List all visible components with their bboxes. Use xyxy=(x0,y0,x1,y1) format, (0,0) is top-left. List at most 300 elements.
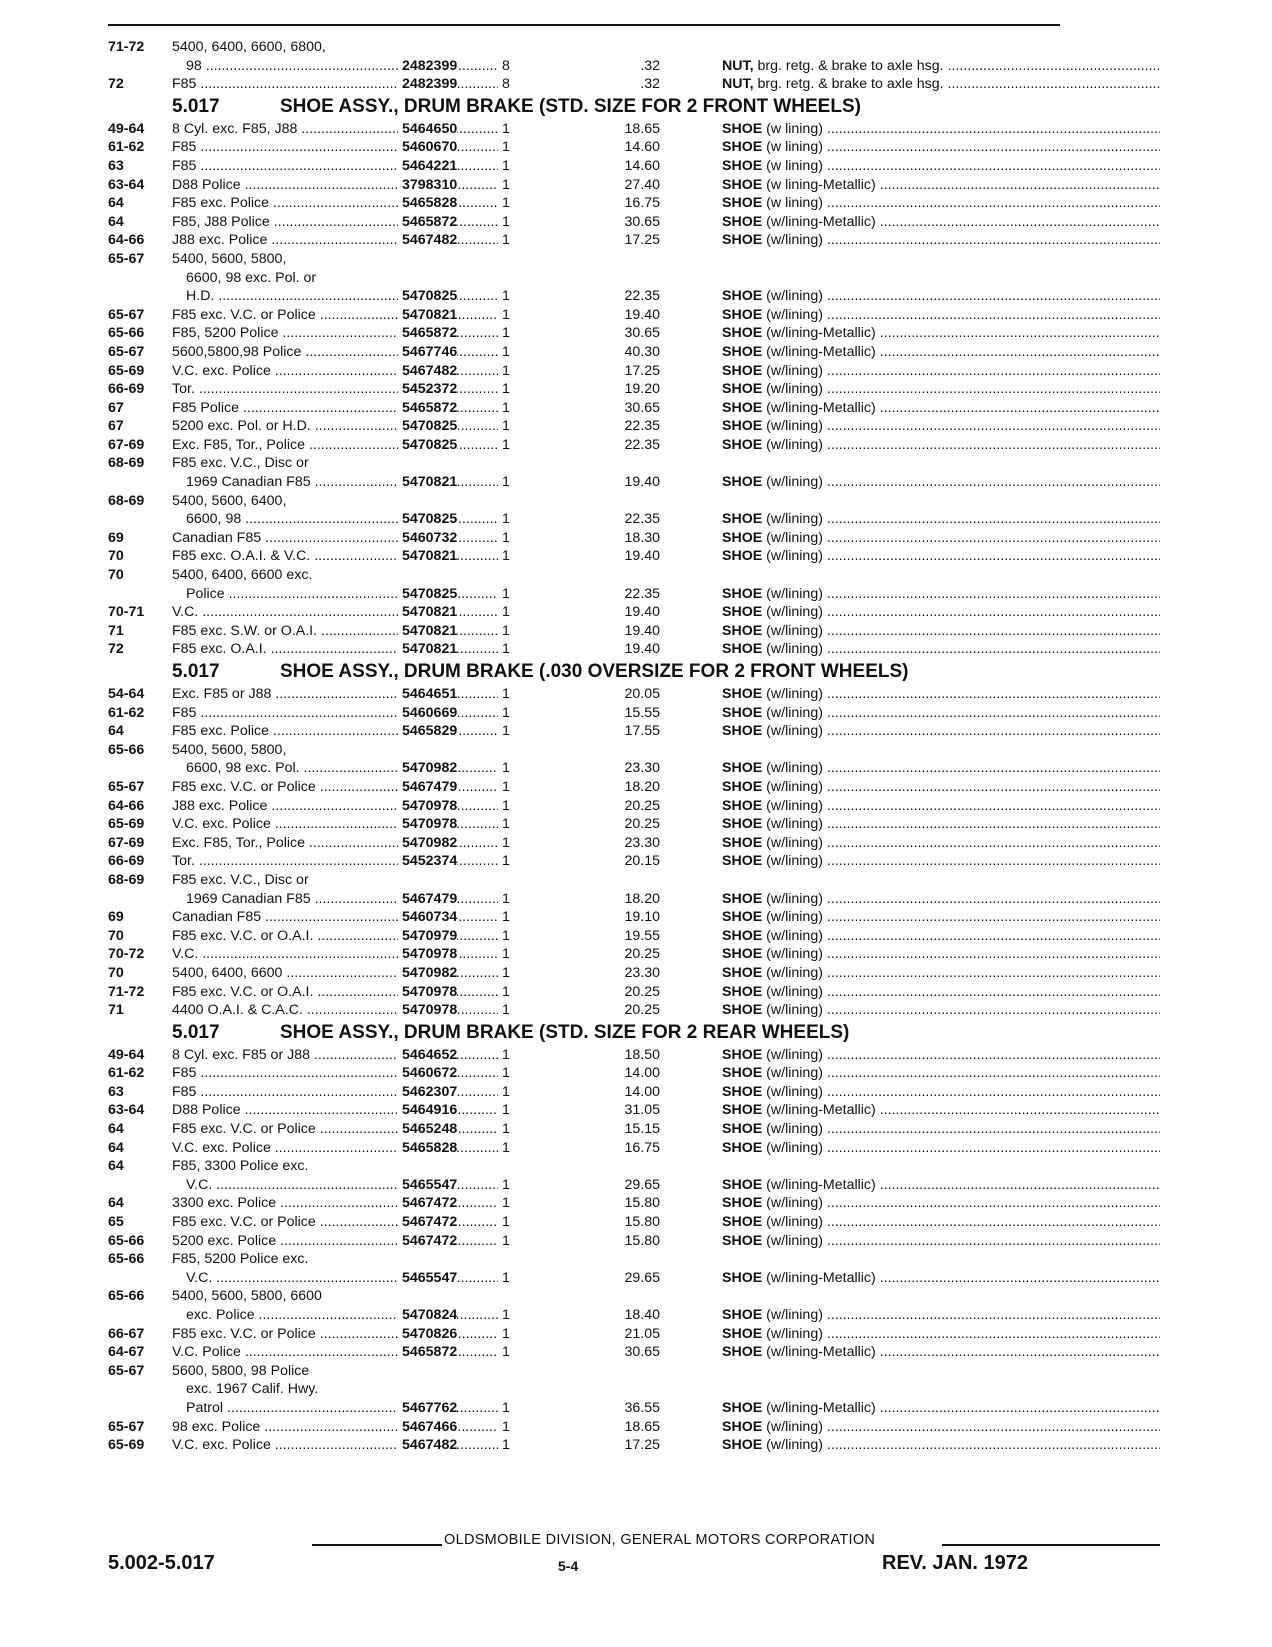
application: 6600, 98 exc. Pol. ..... xyxy=(186,759,498,778)
description-detail: (w/lining) ..... xyxy=(766,511,1160,527)
quantity: 1 xyxy=(502,529,510,546)
quantity: 1 xyxy=(502,1046,510,1063)
model-years: 64 xyxy=(108,213,124,230)
application: V.C. ..... xyxy=(186,1176,498,1195)
quantity: 1 xyxy=(502,548,510,565)
section-number: 5.017 xyxy=(172,1021,220,1043)
application: Canadian F85 ..... xyxy=(172,529,498,548)
price: 19.55 xyxy=(624,927,660,944)
quantity: 1 xyxy=(502,195,510,212)
part-number: 5467472 xyxy=(398,1213,457,1232)
description-name: SHOE xyxy=(722,890,763,907)
quantity: 1 xyxy=(502,1065,510,1082)
quantity: 1 xyxy=(502,176,510,193)
description-detail: (w/lining) ..... xyxy=(766,474,1160,490)
parts-row xyxy=(108,120,1060,139)
application: V.C. ..... xyxy=(186,1269,498,1288)
price: 27.40 xyxy=(624,176,660,193)
price: 22.35 xyxy=(624,436,660,453)
description-name: SHOE xyxy=(722,641,763,658)
description xyxy=(722,306,1160,325)
model-years: 71 xyxy=(108,1002,124,1019)
description xyxy=(722,778,1160,797)
model-years: 61-62 xyxy=(108,1065,145,1082)
quantity: 1 xyxy=(502,890,510,907)
parts-row xyxy=(108,1436,1060,1455)
footer-section-range: 5.002-5.017 xyxy=(108,1552,215,1574)
description-name: NUT, xyxy=(722,57,754,74)
price: 19.20 xyxy=(624,381,660,398)
model-years: 65-67 xyxy=(108,1362,145,1379)
part-number: 5470821 xyxy=(398,473,457,492)
part-number: 5470821 xyxy=(398,547,457,566)
price: 16.75 xyxy=(624,1139,660,1156)
quantity: 1 xyxy=(502,157,510,174)
description xyxy=(722,1139,1160,1158)
application: exc. Police ..... xyxy=(186,1306,498,1325)
application: 3300 exc. Police ..... xyxy=(172,1194,498,1213)
application: J88 exc. Police ..... xyxy=(172,231,498,250)
quantity: 1 xyxy=(502,641,510,658)
quantity: 1 xyxy=(502,436,510,453)
description-name: SHOE xyxy=(722,548,763,565)
model-years: 67-69 xyxy=(108,834,145,851)
parts-row xyxy=(108,722,1060,741)
description xyxy=(722,176,1160,195)
description-detail: (w/lining) ..... xyxy=(766,232,1160,248)
parts-row xyxy=(108,57,1060,76)
application: F85 exc. V.C. or O.A.I. ..... xyxy=(172,927,498,946)
description-detail: (w/lining) ..... xyxy=(766,1437,1160,1453)
description-name: SHOE xyxy=(722,381,763,398)
application: F85 exc. Police ..... xyxy=(172,194,498,213)
description-name: SHOE xyxy=(722,1269,763,1286)
description-name: SHOE xyxy=(722,927,763,944)
parts-row xyxy=(108,138,1060,157)
footer-rule-right xyxy=(942,1544,1160,1546)
application: 98 exc. Police ..... xyxy=(172,1418,498,1437)
description xyxy=(722,57,1160,76)
description-name: SHOE xyxy=(722,585,763,602)
quantity: 1 xyxy=(502,418,510,435)
price: 18.20 xyxy=(624,778,660,795)
application: V.C. Police ..... xyxy=(172,1343,498,1362)
application: exc. 1967 Calif. Hwy. xyxy=(186,1381,319,1398)
description-detail: (w/lining-Metallic) ..... xyxy=(766,344,1160,360)
parts-row xyxy=(108,797,1060,816)
quantity: 1 xyxy=(502,760,510,777)
parts-row xyxy=(108,815,1060,834)
part-number: 5460734 xyxy=(398,908,457,927)
part-number: 5460732 xyxy=(398,529,457,548)
description-name: SHOE xyxy=(722,1176,763,1193)
parts-row xyxy=(108,1046,1060,1065)
price: 22.35 xyxy=(624,511,660,528)
parts-row xyxy=(108,380,1060,399)
description-name: SHOE xyxy=(722,325,763,342)
part-number: 5470825 xyxy=(398,417,457,436)
application: V.C. exc. Police ..... xyxy=(172,362,498,381)
description-detail: (w/lining) ..... xyxy=(766,705,1160,721)
description-name: SHOE xyxy=(722,1002,763,1019)
description-detail: (w/lining) ..... xyxy=(766,1326,1160,1342)
price: 15.15 xyxy=(624,1121,660,1138)
quantity: 1 xyxy=(502,1102,510,1119)
description-name: SHOE xyxy=(722,622,763,639)
model-years: 67 xyxy=(108,418,124,435)
application: F85 ..... xyxy=(172,75,498,94)
description-name: SHOE xyxy=(722,1065,763,1082)
footer-revision: REV. JAN. 1972 xyxy=(882,1552,1029,1574)
part-number: 5465248 xyxy=(398,1120,457,1139)
model-years: 71-72 xyxy=(108,983,145,1000)
part-number: 5470982 xyxy=(398,834,457,853)
description-name: SHOE xyxy=(722,946,763,963)
model-years: 67 xyxy=(108,399,124,416)
description xyxy=(722,157,1160,176)
price: .32 xyxy=(640,76,660,93)
part-number: 3798310 xyxy=(398,176,457,195)
description xyxy=(722,1101,1160,1120)
quantity: 1 xyxy=(502,1139,510,1156)
description xyxy=(722,194,1160,213)
parts-row xyxy=(108,38,1060,57)
description-name: SHOE xyxy=(722,1139,763,1156)
application: F85, 5200 Police exc. xyxy=(172,1251,309,1268)
model-years: 65-67 xyxy=(108,250,145,267)
model-years: 65-66 xyxy=(108,741,145,758)
model-years: 67-69 xyxy=(108,436,145,453)
parts-row xyxy=(108,778,1060,797)
part-number: 5464650 xyxy=(398,120,457,139)
price: 22.35 xyxy=(624,418,660,435)
description-name: SHOE xyxy=(722,139,763,156)
price: 14.00 xyxy=(624,1065,660,1082)
quantity: 1 xyxy=(502,1176,510,1193)
parts-row xyxy=(108,685,1060,704)
description xyxy=(722,585,1160,604)
description xyxy=(722,722,1160,741)
description-name: SHOE xyxy=(722,1232,763,1249)
parts-row xyxy=(108,473,1060,492)
footer-rule-left xyxy=(312,1544,442,1546)
model-years: 63 xyxy=(108,157,124,174)
part-number: 5465828 xyxy=(398,194,457,213)
description-detail: (w/lining) ..... xyxy=(766,363,1160,379)
description-detail: (w/lining) ..... xyxy=(766,1121,1160,1137)
price: 23.30 xyxy=(624,760,660,777)
description xyxy=(722,510,1160,529)
price: 29.65 xyxy=(624,1176,660,1193)
price: 18.30 xyxy=(624,529,660,546)
quantity: 1 xyxy=(502,816,510,833)
price: 31.05 xyxy=(624,1102,660,1119)
application: 5400, 5600, 6400, xyxy=(172,492,287,509)
description xyxy=(722,213,1160,232)
model-years: 65-67 xyxy=(108,343,145,360)
application: F85 exc. V.C. or Police ..... xyxy=(172,1120,498,1139)
description-detail: (w/lining-Metallic) ..... xyxy=(766,400,1160,416)
price: 30.65 xyxy=(624,1344,660,1361)
description xyxy=(722,685,1160,704)
model-years: 64-67 xyxy=(108,1344,145,1361)
application: F85 exc. Police ..... xyxy=(172,722,498,741)
description-name: SHOE xyxy=(722,511,763,528)
model-years: 64-66 xyxy=(108,232,145,249)
model-years: 65-69 xyxy=(108,1437,145,1454)
part-number: 5470821 xyxy=(398,622,457,641)
description xyxy=(722,1325,1160,1344)
quantity: 1 xyxy=(502,964,510,981)
model-years: 70-72 xyxy=(108,946,145,963)
part-number: 5465829 xyxy=(398,722,457,741)
model-years: 63-64 xyxy=(108,1102,145,1119)
description-detail: (w/lining) ..... xyxy=(766,307,1160,323)
parts-row xyxy=(108,640,1060,659)
section-heading xyxy=(108,1020,1060,1046)
quantity: 1 xyxy=(502,288,510,305)
parts-row xyxy=(108,1325,1060,1344)
parts-row xyxy=(108,1139,1060,1158)
parts-row xyxy=(108,75,1060,94)
quantity: 1 xyxy=(502,622,510,639)
description-detail: (w/lining) ..... xyxy=(766,530,1160,546)
description xyxy=(722,1213,1160,1232)
quantity: 1 xyxy=(502,1437,510,1454)
parts-row xyxy=(108,1269,1060,1288)
application: 5400, 6400, 6600 exc. xyxy=(172,567,313,584)
description-detail: (w/lining) ..... xyxy=(766,928,1160,944)
model-years: 70 xyxy=(108,927,124,944)
section-title: SHOE ASSY., DRUM BRAKE (STD. SIZE FOR 2 FRONT WHEELS) xyxy=(280,95,861,117)
part-number: 5470825 xyxy=(398,585,457,604)
price: 21.05 xyxy=(624,1325,660,1342)
description-name: SHOE xyxy=(722,176,763,193)
price: 23.30 xyxy=(624,964,660,981)
application: V.C. exc. Police ..... xyxy=(172,815,498,834)
description-detail: (w/lining) ..... xyxy=(766,1214,1160,1230)
model-years: 66-69 xyxy=(108,381,145,398)
quantity: 1 xyxy=(502,213,510,230)
description-name: SHOE xyxy=(722,288,763,305)
application: 5400, 5600, 5800, xyxy=(172,250,287,267)
part-number: 5470824 xyxy=(398,1306,457,1325)
description xyxy=(722,380,1160,399)
description-detail: (w/lining) ..... xyxy=(766,623,1160,639)
quantity: 1 xyxy=(502,1121,510,1138)
parts-row xyxy=(108,927,1060,946)
part-number: 5467479 xyxy=(398,890,457,909)
description-name: SHOE xyxy=(722,816,763,833)
part-number: 5470978 xyxy=(398,815,457,834)
description-name: SHOE xyxy=(722,232,763,249)
quantity: 1 xyxy=(502,120,510,137)
description-detail: (w/lining) ..... xyxy=(766,1195,1160,1211)
parts-row xyxy=(108,176,1060,195)
description-name: SHOE xyxy=(722,686,763,702)
model-years: 54-64 xyxy=(108,686,145,702)
part-number: 5465872 xyxy=(398,1343,457,1362)
parts-row xyxy=(108,157,1060,176)
quantity: 1 xyxy=(502,1083,510,1100)
application: 6600, 98 exc. Pol. or xyxy=(186,269,317,286)
quantity: 1 xyxy=(502,1195,510,1212)
price: 19.40 xyxy=(624,622,660,639)
description-name: SHOE xyxy=(722,604,763,621)
part-number: 5470825 xyxy=(398,436,457,455)
application: F85, 5200 Police ..... xyxy=(172,324,498,343)
model-years: 65-67 xyxy=(108,306,145,323)
description-name: SHOE xyxy=(722,1121,763,1138)
application: 5600, 5800, 98 Police xyxy=(172,1362,310,1379)
model-years: 64 xyxy=(108,723,124,740)
part-number: 5470978 xyxy=(398,1001,457,1020)
parts-row xyxy=(108,945,1060,964)
application: D88 Police ..... xyxy=(172,1101,498,1120)
parts-row xyxy=(108,250,1060,269)
part-number: 5452372 xyxy=(398,380,457,399)
application: F85, J88 Police ..... xyxy=(172,213,498,232)
quantity: 1 xyxy=(502,723,510,740)
part-number: 5470821 xyxy=(398,306,457,325)
description-detail: (w lining) ..... xyxy=(766,139,1160,155)
application: Tor. ..... xyxy=(172,852,498,871)
description xyxy=(722,231,1160,250)
description xyxy=(722,852,1160,871)
quantity: 1 xyxy=(502,1002,510,1019)
model-years: 49-64 xyxy=(108,120,145,137)
application: 5400, 6400, 6600 ..... xyxy=(172,964,498,983)
part-number: 5452374 xyxy=(398,852,457,871)
description xyxy=(722,927,1160,946)
description xyxy=(722,1269,1160,1288)
description-name: SHOE xyxy=(722,983,763,1000)
price: 14.60 xyxy=(624,139,660,156)
parts-row xyxy=(108,1213,1060,1232)
description xyxy=(722,890,1160,909)
application: 1969 Canadian F85 ..... xyxy=(186,890,498,909)
price: 18.65 xyxy=(624,1418,660,1435)
price: 15.80 xyxy=(624,1214,660,1231)
section-heading xyxy=(108,659,1060,685)
description xyxy=(722,834,1160,853)
description-detail: (w/lining-Metallic) ..... xyxy=(766,1344,1160,1360)
quantity: 1 xyxy=(502,927,510,944)
parts-row xyxy=(108,1083,1060,1102)
description-detail: (w/lining) ..... xyxy=(766,1002,1160,1018)
application: F85 exc. O.A.I. ..... xyxy=(172,640,498,659)
quantity: 1 xyxy=(502,1399,510,1416)
part-number: 5467472 xyxy=(398,1194,457,1213)
application: Exc. F85, Tor., Police ..... xyxy=(172,834,498,853)
description xyxy=(722,417,1160,436)
part-number: 5460670 xyxy=(398,138,457,157)
description-detail: (w lining-Metallic) ..... xyxy=(766,177,1160,193)
description-detail: brg. retg. & brake to axle hsg. ..... xyxy=(757,76,1160,92)
part-number: 5470979 xyxy=(398,927,457,946)
part-number: 5460669 xyxy=(398,704,457,723)
description-detail: (w/lining) ..... xyxy=(766,965,1160,981)
parts-row xyxy=(108,287,1060,306)
model-years: 68-69 xyxy=(108,492,145,509)
description xyxy=(722,1306,1160,1325)
description-detail: (w/lining) ..... xyxy=(766,437,1160,453)
description-detail: (w/lining-Metallic) ..... xyxy=(766,1177,1160,1193)
description-name: SHOE xyxy=(722,195,763,212)
description-name: SHOE xyxy=(722,1325,763,1342)
description-detail: (w/lining) ..... xyxy=(766,641,1160,657)
description-name: SHOE xyxy=(722,797,763,814)
application: F85 ..... xyxy=(172,1083,498,1102)
part-number: 5467466 xyxy=(398,1418,457,1437)
application: Exc. F85 or J88 ..... xyxy=(172,685,498,704)
part-number: 5467482 xyxy=(398,1436,457,1455)
price: 40.30 xyxy=(624,343,660,360)
part-number: 5465547 xyxy=(398,1269,457,1288)
description xyxy=(722,622,1160,641)
description-name: SHOE xyxy=(722,760,763,777)
part-number: 5467482 xyxy=(398,231,457,250)
description xyxy=(722,964,1160,983)
part-number: 5470821 xyxy=(398,640,457,659)
model-years: 64 xyxy=(108,1121,124,1138)
quantity: 8 xyxy=(502,57,510,74)
description-detail: brg. retg. & brake to axle hsg. ..... xyxy=(757,58,1160,74)
application: 5600,5800,98 Police ..... xyxy=(172,343,498,362)
model-years: 71 xyxy=(108,622,124,639)
description-name: SHOE xyxy=(722,213,763,230)
description-name: SHOE xyxy=(722,1344,763,1361)
application: F85 exc. V.C. or Police ..... xyxy=(172,1213,498,1232)
description-detail: (w/lining) ..... xyxy=(766,853,1160,869)
description-detail: (w/lining) ..... xyxy=(766,381,1160,397)
parts-row xyxy=(108,231,1060,250)
description-name: SHOE xyxy=(722,436,763,453)
quantity: 1 xyxy=(502,1418,510,1435)
model-years: 70-71 xyxy=(108,604,145,621)
description-detail: (w/lining) ..... xyxy=(766,909,1160,925)
part-number: 5464221 xyxy=(398,157,457,176)
part-number: 5467472 xyxy=(398,1232,457,1251)
application: Exc. F85, Tor., Police ..... xyxy=(172,436,498,455)
description-name: SHOE xyxy=(722,1046,763,1063)
application: V.C. ..... xyxy=(172,603,498,622)
description-detail: (w/lining) ..... xyxy=(766,586,1160,602)
model-years: 65 xyxy=(108,1214,124,1231)
price: 19.10 xyxy=(624,909,660,926)
part-number: 2482399 xyxy=(398,75,457,94)
parts-row xyxy=(108,1176,1060,1195)
description-name: SHOE xyxy=(722,834,763,851)
price: 22.35 xyxy=(624,288,660,305)
parts-row xyxy=(108,603,1060,622)
model-years: 70 xyxy=(108,548,124,565)
quantity: 1 xyxy=(502,1214,510,1231)
application: Patrol ..... xyxy=(186,1399,498,1418)
parts-row xyxy=(108,362,1060,381)
application: F85 exc. V.C., Disc or xyxy=(172,455,309,472)
model-years: 64-66 xyxy=(108,797,145,814)
part-number: 5470982 xyxy=(398,759,457,778)
parts-row xyxy=(108,1232,1060,1251)
model-years: 68-69 xyxy=(108,455,145,472)
description-detail: (w/lining-Metallic) ..... xyxy=(766,325,1160,341)
price: 18.20 xyxy=(624,890,660,907)
price: 29.65 xyxy=(624,1269,660,1286)
price: 20.25 xyxy=(624,797,660,814)
description-detail: (w/lining) ..... xyxy=(766,723,1160,739)
description-name: SHOE xyxy=(722,343,763,360)
